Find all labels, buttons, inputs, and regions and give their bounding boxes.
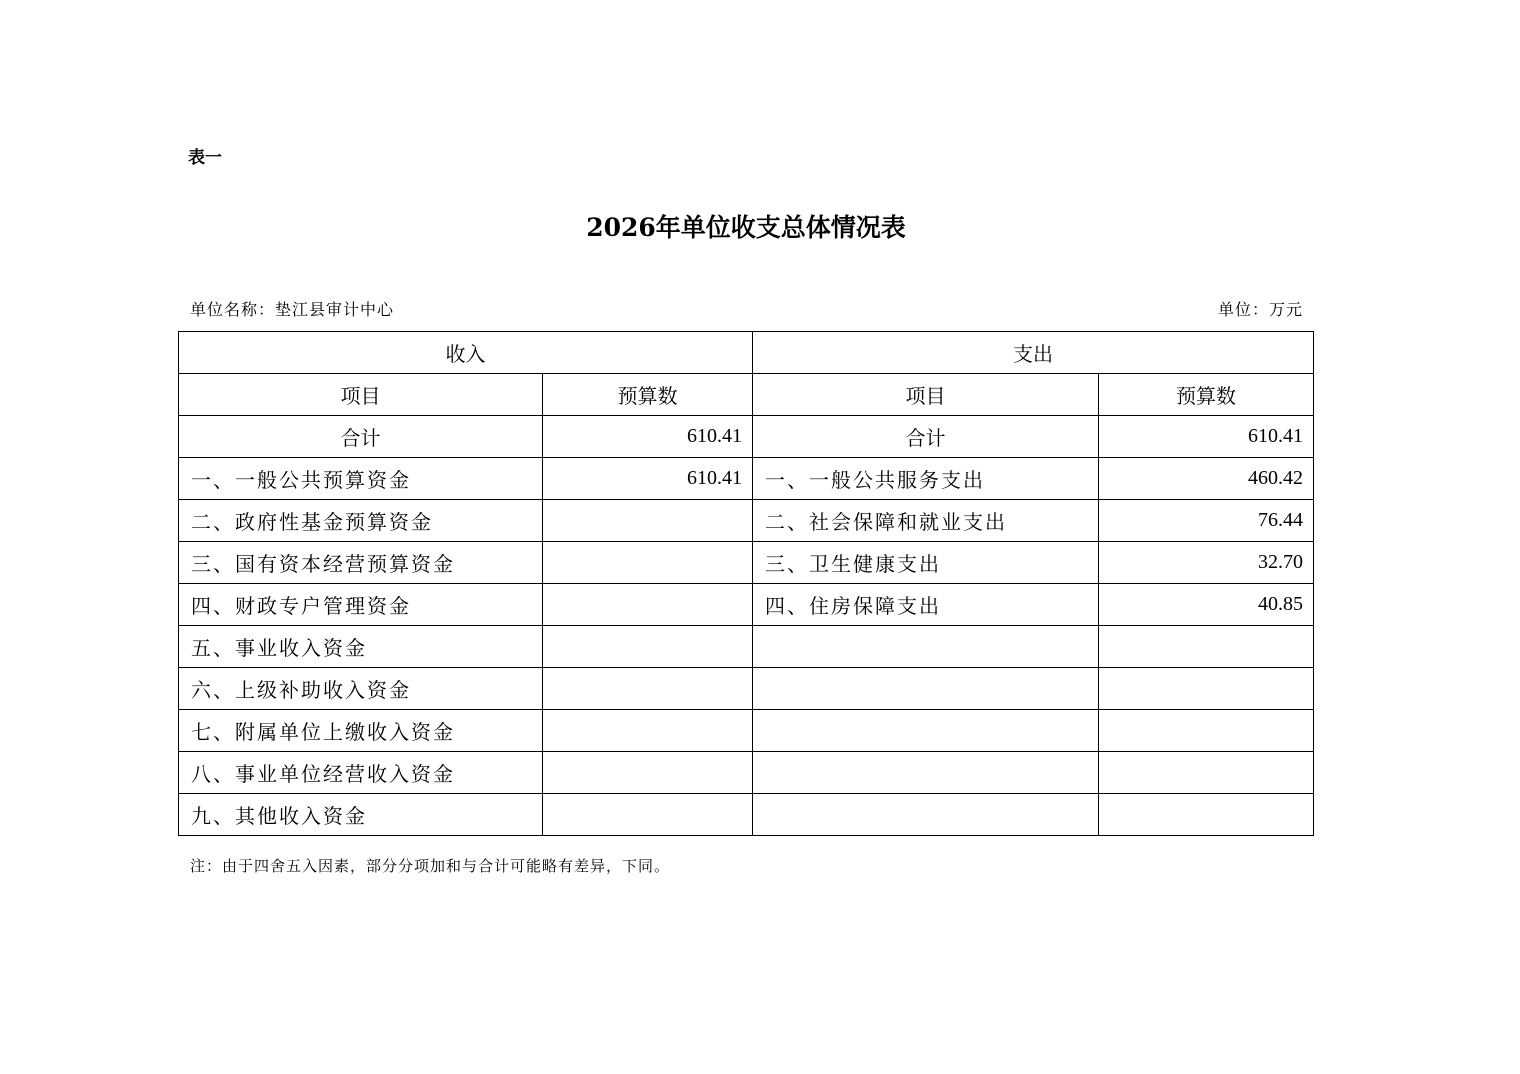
page-title: 2026年单位收支总体情况表 [586, 213, 906, 242]
income-item: 九、其他收入资金 [179, 794, 543, 836]
expense-total-label: 合计 [753, 416, 1099, 458]
expense-item: 四、住房保障支出 [753, 584, 1099, 626]
income-value [543, 542, 753, 584]
income-budget-header: 预算数 [543, 374, 753, 416]
income-section-header: 收入 [179, 332, 753, 374]
income-total-label: 合计 [179, 416, 543, 458]
expense-item [753, 710, 1099, 752]
income-item: 七、附属单位上缴收入资金 [179, 710, 543, 752]
income-value [543, 626, 753, 668]
income-item-header: 项目 [179, 374, 543, 416]
income-value [543, 584, 753, 626]
expense-value [1099, 626, 1314, 668]
expense-value: 460.42 [1099, 458, 1314, 500]
column-header-row [179, 374, 1314, 416]
income-item: 一、一般公共预算资金 [179, 458, 543, 500]
table-row [179, 542, 1314, 584]
section-header-row [179, 332, 1314, 374]
income-value [543, 794, 753, 836]
table-row [179, 752, 1314, 794]
expense-value: 76.44 [1099, 500, 1314, 542]
expense-value [1099, 794, 1314, 836]
income-value [543, 752, 753, 794]
total-row [179, 416, 1314, 458]
table-row [179, 584, 1314, 626]
expense-value: 32.70 [1099, 542, 1314, 584]
unit-name: 单位名称：垫江县审计中心 [190, 300, 395, 319]
budget-table [178, 331, 1314, 836]
expense-value: 40.85 [1099, 584, 1314, 626]
expense-section-header: 支出 [753, 332, 1314, 374]
expense-total-value: 610.41 [1099, 416, 1314, 458]
table-row [179, 458, 1314, 500]
income-value: 610.41 [543, 458, 753, 500]
table-label: 表一 [188, 148, 222, 168]
expense-item-header: 项目 [753, 374, 1099, 416]
income-item: 二、政府性基金预算资金 [179, 500, 543, 542]
income-total-value: 610.41 [543, 416, 753, 458]
footnote: 注：由于四舍五入因素，部分分项加和与合计可能略有差异，下同。 [190, 857, 671, 875]
expense-item: 一、一般公共服务支出 [753, 458, 1099, 500]
table-row [179, 710, 1314, 752]
table-row [179, 626, 1314, 668]
expense-item [753, 626, 1099, 668]
income-value [543, 668, 753, 710]
income-item: 三、国有资本经营预算资金 [179, 542, 543, 584]
unit-label: 单位：万元 [1217, 300, 1303, 319]
table-row [179, 668, 1314, 710]
table-row [179, 794, 1314, 836]
expense-item [753, 752, 1099, 794]
expense-budget-header: 预算数 [1099, 374, 1314, 416]
expense-item: 三、卫生健康支出 [753, 542, 1099, 584]
expense-item: 二、社会保障和就业支出 [753, 500, 1099, 542]
expense-value [1099, 668, 1314, 710]
income-item: 五、事业收入资金 [179, 626, 543, 668]
expense-item [753, 668, 1099, 710]
expense-value [1099, 752, 1314, 794]
income-item: 八、事业单位经营收入资金 [179, 752, 543, 794]
income-item: 四、财政专户管理资金 [179, 584, 543, 626]
expense-item [753, 794, 1099, 836]
expense-value [1099, 710, 1314, 752]
income-value [543, 710, 753, 752]
table-row [179, 500, 1314, 542]
income-item: 六、上级补助收入资金 [179, 668, 543, 710]
income-value [543, 500, 753, 542]
